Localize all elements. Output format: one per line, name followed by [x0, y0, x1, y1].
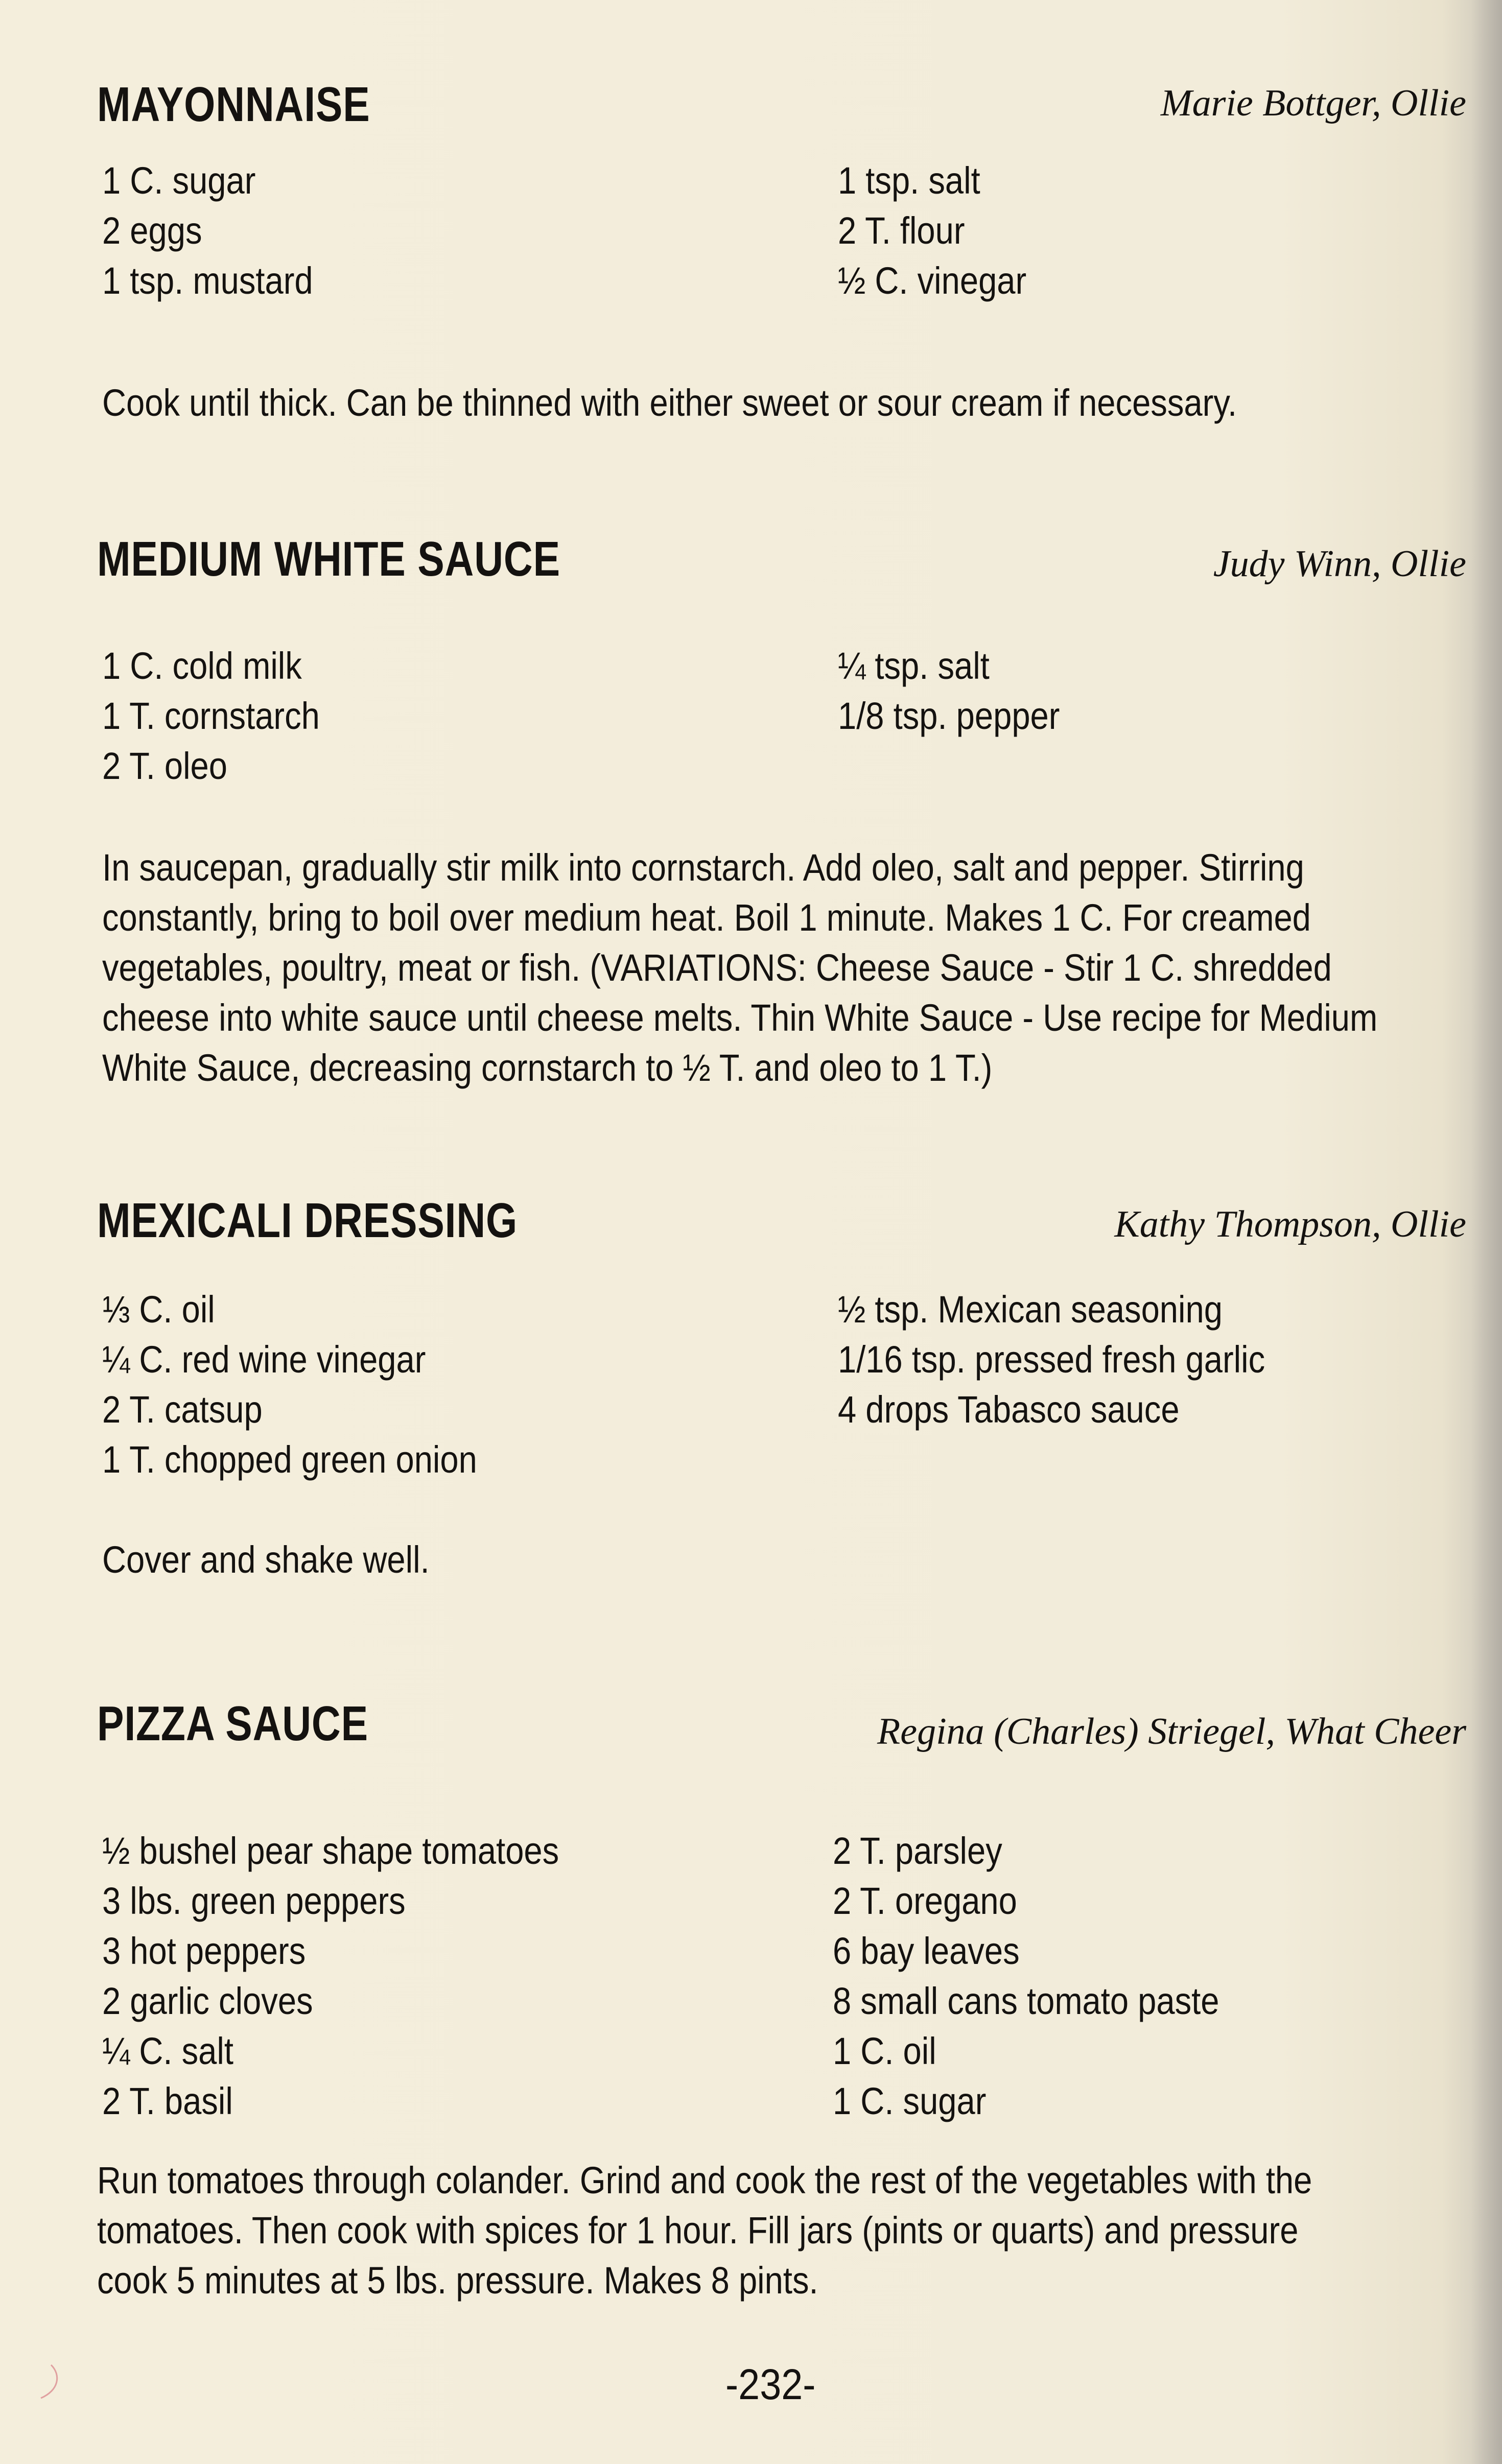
ingredient-column-left [102, 1285, 528, 1485]
recipe-title: PIZZA SAUCE [97, 1696, 368, 1751]
ingredient-column-right [838, 641, 1090, 741]
ingredient: 1 C. sugar [833, 2080, 987, 2122]
ingredient-column-right [838, 1285, 1323, 1435]
ingredient: 2 garlic cloves [102, 1980, 313, 2022]
ingredient: ½ C. vinegar [838, 259, 1027, 302]
recipe-contributor: Kathy Thompson, Ollie [1114, 1203, 1466, 1245]
recipe-title: MEXICALI DRESSING [97, 1193, 518, 1248]
directions-line: cook 5 minutes at 5 lbs. pressure. Makes 8 pints. [97, 2259, 818, 2302]
recipe-header [97, 531, 1466, 587]
ingredient-list [97, 156, 1466, 309]
ingredient: 2 T. basil [102, 2080, 233, 2122]
ingredient: ¼ C. salt [102, 2030, 233, 2072]
ingredient: 2 T. flour [838, 209, 965, 252]
ingredient: 1 C. oil [833, 2030, 936, 2072]
ingredient: 1/16 tsp. pressed fresh garlic [838, 1338, 1265, 1381]
ingredient-column-left [102, 156, 342, 306]
recipe-contributor: Judy Winn, Ollie [1213, 543, 1466, 585]
ingredient-column-right [833, 1826, 1272, 2126]
ingredient: ¼ tsp. salt [838, 645, 990, 687]
ingredient: 1 T. chopped green onion [102, 1438, 477, 1481]
directions-line: cheese into white sauce until cheese melts. Thin White Sauce - Use recipe for Medium [102, 997, 1378, 1039]
recipe-pizza-sauce [97, 1696, 1466, 2302]
pencil-mark [31, 2360, 61, 2406]
ingredient: 6 bay leaves [833, 1930, 1020, 1972]
recipe-directions [102, 1535, 1471, 1585]
page-edge-shadow [1471, 0, 1502, 2464]
ingredient: 2 T. catsup [102, 1388, 263, 1431]
ingredient: 3 lbs. green peppers [102, 1880, 406, 1922]
directions-line: Run tomatoes through colander. Grind and cook the rest of the vegetables with the [97, 2159, 1312, 2201]
ingredient: 1 C. sugar [102, 159, 256, 202]
ingredient: ⅓ C. oil [102, 1288, 215, 1331]
ingredient-list [97, 641, 1466, 794]
ingredient: ½ bushel pear shape tomatoes [102, 1830, 559, 1872]
recipe-medium-white-sauce [97, 531, 1466, 1089]
recipe-directions [102, 378, 1471, 428]
ingredient: 2 T. oregano [833, 1880, 1017, 1922]
ingredient: 4 drops Tabasco sauce [838, 1388, 1180, 1431]
directions-line: In saucepan, gradually stir milk into cornstarch. Add oleo, salt and pepper. Stirring [102, 846, 1304, 889]
recipe-header [97, 1193, 1466, 1249]
page-number: -232- [725, 2360, 816, 2408]
directions-line: White Sauce, decreasing cornstarch to ½ T. and oleo to 1 T.) [102, 1047, 993, 1089]
ingredient: 3 hot peppers [102, 1930, 306, 1972]
ingredient: 2 eggs [102, 209, 202, 252]
ingredient: ½ tsp. Mexican seasoning [838, 1288, 1223, 1331]
recipe-directions [102, 843, 1471, 1093]
ingredient: 1/8 tsp. pepper [838, 695, 1060, 737]
ingredient-column-left [102, 641, 349, 791]
recipe-mexicali-dressing [97, 1193, 1466, 1581]
directions-line: constantly, bring to boil over medium heat. Boil 1 minute. Makes 1 C. For creamed [102, 896, 1311, 939]
directions-line: vegetables, poultry, meat or fish. (VARIATIONS: Cheese Sauce - Stir 1 C. shredded [102, 946, 1332, 989]
ingredient: 1 T. cornstarch [102, 695, 320, 737]
directions-line: Cook until thick. Can be thinned with either sweet or sour cream if necessary. [102, 382, 1237, 424]
ingredient: 1 tsp. mustard [102, 259, 313, 302]
recipe-directions [97, 2155, 1466, 2306]
recipe-title: MEDIUM WHITE SAUCE [97, 532, 560, 586]
recipe-title: MAYONNAISE [97, 77, 370, 132]
recipe-header [97, 1696, 1466, 1752]
ingredient-column-left [102, 1826, 621, 2126]
ingredient: 1 tsp. salt [838, 159, 980, 202]
ingredient: 2 T. oleo [102, 745, 227, 787]
ingredient: 1 C. cold milk [102, 645, 302, 687]
directions-line: tomatoes. Then cook with spices for 1 hour. Fill jars (pints or quarts) and pressure [97, 2209, 1299, 2252]
recipe-mayonnaise [97, 77, 1466, 424]
ingredient: 8 small cans tomato paste [833, 1980, 1219, 2022]
directions-line: Cover and shake well. [102, 1538, 430, 1581]
ingredient: 2 T. parsley [833, 1830, 1002, 1872]
ingredient-list [97, 1285, 1466, 1489]
ingredient: ¼ C. red wine vinegar [102, 1338, 426, 1381]
recipe-header [97, 77, 1466, 133]
recipe-contributor: Marie Bottger, Ollie [1160, 82, 1466, 124]
recipe-contributor: Regina (Charles) Striegel, What Cheer [877, 1711, 1466, 1752]
ingredient-list [97, 1826, 1466, 2133]
ingredient-column-right [838, 156, 1052, 306]
